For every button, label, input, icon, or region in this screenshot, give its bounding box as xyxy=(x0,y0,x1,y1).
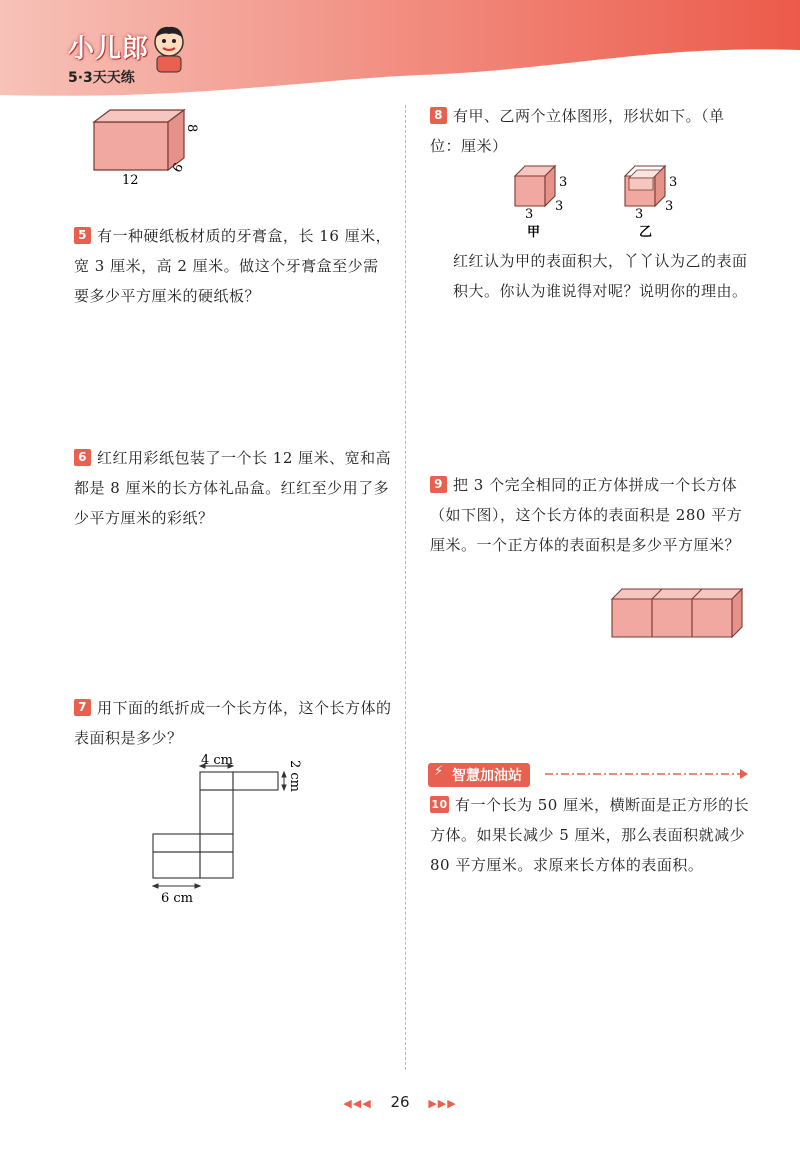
q4-length-label: 12 xyxy=(122,173,139,188)
question-7-text: 用下面的纸折成一个长方体，这个长方体的表面积是多少？ xyxy=(74,699,392,747)
q8-shapes-figure xyxy=(505,160,705,242)
shape-b-dim-length: 3 xyxy=(635,207,644,222)
page-number: 26 xyxy=(390,1093,410,1111)
right-arrows-icon: ▶▶▶ xyxy=(428,1097,457,1110)
question-9-number: 9 xyxy=(430,476,447,493)
question-5-text: 有一种硬纸板材质的牙膏盒，长 16 厘米，宽 3 厘米，高 2 厘米。做这个牙膏盒至少需要多少平方厘米的硬纸板？ xyxy=(74,227,392,305)
question-10-text: 有一个长为 50 厘米，横断面是正方形的长方体。如果长减少 5 厘米，那么表面积就减少 80 平方厘米。求原来长方体的表面积。 xyxy=(430,796,750,874)
shape-a-name: 甲 xyxy=(527,225,541,240)
question-5-number: 5 xyxy=(74,227,91,244)
brand-title: 小儿郎 xyxy=(68,34,150,64)
shape-a-dim-height: 3 xyxy=(559,175,568,190)
question-9 xyxy=(430,470,750,560)
question-8-number: 8 xyxy=(430,107,447,124)
shape-a-dim-length: 3 xyxy=(525,207,534,222)
question-5 xyxy=(74,221,392,311)
question-9-text: 把 3 个完全相同的正方体拼成一个长方体（如下图），这个长方体的表面积是 280 平方厘米。一个正方体的表面积是多少平方厘米？ xyxy=(430,476,743,554)
question-8 xyxy=(430,101,750,161)
shape-a-dim-width: 3 xyxy=(555,199,564,214)
question-7 xyxy=(74,693,392,753)
left-arrows-icon: ◀◀◀ xyxy=(343,1097,372,1110)
q4-height-label: 8 xyxy=(184,124,199,133)
question-6-text: 红红用彩纸包装了一个长 12 厘米、宽和高都是 8 厘米的长方体礼品盒。红红至少用了多少平方厘米的彩纸？ xyxy=(74,449,392,527)
shape-b-dim-height: 3 xyxy=(669,175,678,190)
q4-width-label: 6 xyxy=(169,160,188,176)
q9-cubes-figure xyxy=(608,585,750,641)
question-6-number: 6 xyxy=(74,449,91,466)
q4-box-figure xyxy=(88,104,208,189)
question-10 xyxy=(430,790,750,880)
q7-side-label: 2 cm xyxy=(287,760,302,793)
section-dash-line xyxy=(545,767,750,781)
question-6 xyxy=(74,443,392,533)
q7-net-figure xyxy=(145,752,315,907)
section-tag xyxy=(428,763,530,787)
section-label: 智慧加油站 xyxy=(452,768,522,784)
q7-top-label: 4 cm xyxy=(201,753,234,768)
brand-subtitle: 5·3天天练 xyxy=(68,70,135,86)
question-7-number: 7 xyxy=(74,699,91,716)
shape-b-name: 乙 xyxy=(639,225,653,240)
q7-bottom-label: 6 cm xyxy=(161,891,194,906)
column-divider xyxy=(405,105,406,1070)
question-8-continued xyxy=(453,246,753,306)
brand-logo xyxy=(68,28,149,87)
question-8-text: 有甲、乙两个立体图形，形状如下。（单位：厘米） xyxy=(430,107,725,155)
mascot-icon xyxy=(148,24,190,76)
shape-b-dim-width: 3 xyxy=(665,199,674,214)
question-10-number: 10 xyxy=(431,798,448,811)
section-wisdom-station xyxy=(428,763,530,785)
lightning-icon: ⚡ xyxy=(434,764,444,779)
question-8-text-2: 红红认为甲的表面积大，丫丫认为乙的表面积大。你认为谁说得对呢？说明你的理由。 xyxy=(453,252,748,300)
page-footer xyxy=(0,1093,800,1111)
